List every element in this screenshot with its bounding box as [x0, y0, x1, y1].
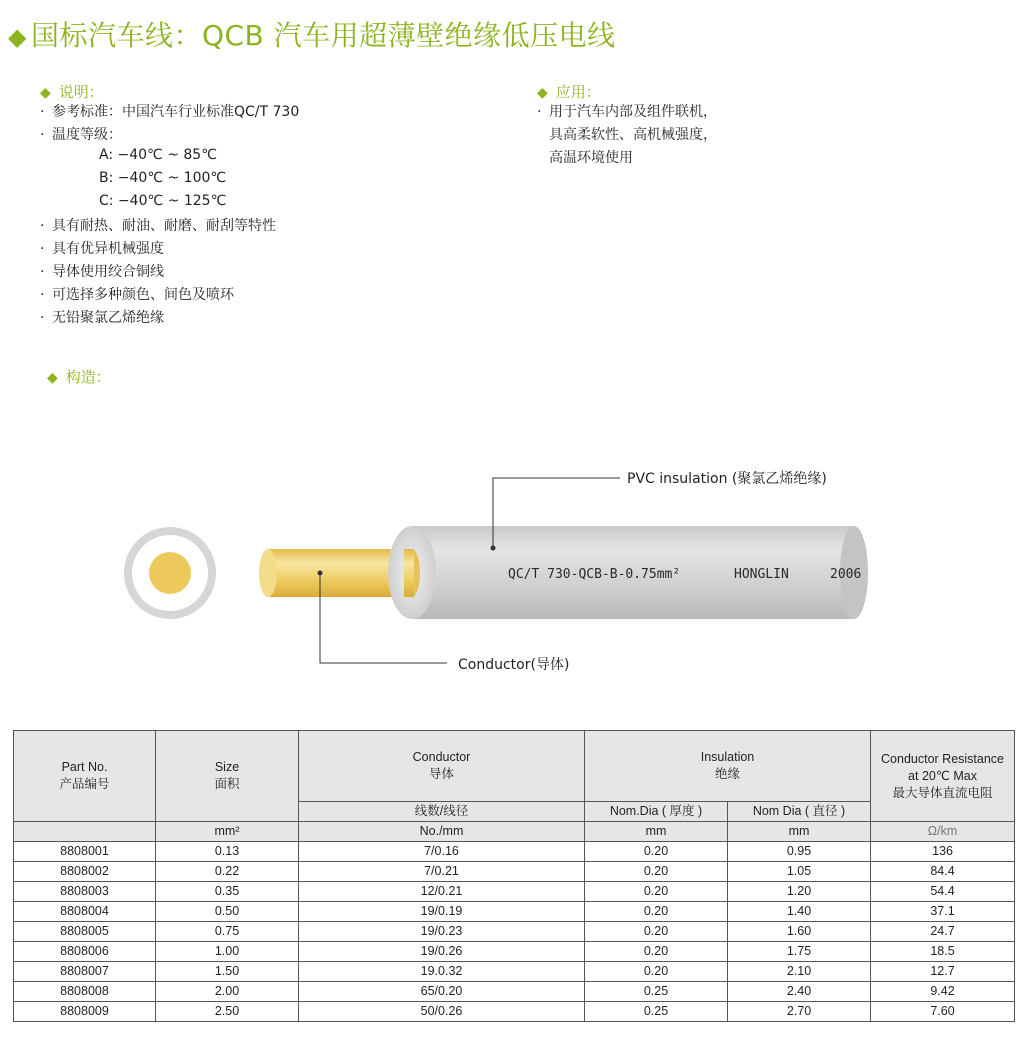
table-row: 8808003 0.35 12/0.21 0.20 1.20 54.4 — [14, 882, 1015, 902]
conductor-label: Conductor(导体) — [458, 657, 570, 673]
table-row: 8808002 0.22 7/0.21 0.20 1.05 84.4 — [14, 862, 1015, 882]
diamond-bullet-icon: ◆ — [40, 85, 51, 101]
header-diameter: Nom Dia ( 直径 ) — [728, 802, 871, 822]
unit-size: mm² — [156, 822, 299, 842]
construction-heading: ◆ 构造： — [47, 368, 111, 386]
description-line: · 可选择多种颜色、间色及喷环 — [40, 287, 234, 303]
table-row: 8808001 0.13 7/0.16 0.20 0.95 136 — [14, 842, 1015, 862]
conductor-end — [259, 549, 277, 597]
cable-construction-diagram — [0, 430, 1033, 690]
table-row: 8808007 1.50 19.0.32 0.20 2.10 12.7 — [14, 962, 1015, 982]
unit-thickness: mm — [585, 822, 728, 842]
header-part-no: Part No. 产品编号 — [14, 731, 156, 822]
application-line: 高温环境使用 — [549, 150, 633, 166]
header-insulation: Insulation 绝缘 — [585, 731, 871, 802]
table-row: 8808008 2.00 65/0.20 0.25 2.40 9.42 — [14, 982, 1015, 1002]
cable-print-year: 2006 — [830, 567, 862, 582]
cable-cross-section — [124, 527, 216, 619]
description-line: · 具有优异机械强度 — [40, 241, 164, 257]
description-line: · 温度等级： — [40, 127, 122, 143]
application-heading: ◆ 应用： — [537, 83, 601, 101]
description-line: · 导体使用绞合铜线 — [40, 264, 164, 280]
header-resistance: Conductor Resistance at 20℃ Max 最大导体直流电阻 — [871, 731, 1015, 822]
header-size: Size 面积 — [156, 731, 299, 822]
page-title-text: 国标汽车线：QCB 汽车用超薄壁绝缘低压电线 — [30, 19, 616, 52]
spec-table — [13, 730, 1015, 1022]
cable-print-brand: HONGLIN — [734, 567, 789, 582]
description-line: · 参考标准：中国汽车行业标准QC/T 730 — [40, 104, 300, 120]
table-row: 8808006 1.00 19/0.26 0.20 1.75 18.5 — [14, 942, 1015, 962]
application-line: 具高柔软性、高机械强度， — [549, 127, 717, 143]
table-row: 8808005 0.75 19/0.23 0.20 1.60 24.7 — [14, 922, 1015, 942]
insulation-label: PVC insulation (聚氯乙烯绝缘) — [627, 471, 827, 487]
temperature-grade-b: B: −40℃ ~ 100℃ — [99, 170, 227, 186]
cable-print-spec: QC/T 730-QCB-B-0.75mm² — [508, 567, 681, 582]
header-thickness: Nom.Dia ( 厚度 ) — [585, 802, 728, 822]
cross-section-conductor — [149, 552, 191, 594]
page-title — [8, 14, 616, 54]
diamond-bullet-icon: ◆ — [537, 85, 548, 101]
temperature-grade-c: C: −40℃ ~ 125℃ — [99, 193, 227, 209]
diamond-bullet-icon: ◆ — [47, 370, 58, 386]
description-line: · 无铅聚氯乙烯绝缘 — [40, 310, 164, 326]
application-line: · 用于汽车内部及组件联机， — [537, 104, 717, 120]
description-line: · 具有耐热、耐油、耐磨、耐刮等特性 — [40, 218, 276, 234]
unit-resistance: Ω/km — [871, 822, 1015, 842]
table-row: 8808004 0.50 19/0.19 0.20 1.40 37.1 — [14, 902, 1015, 922]
description-heading: ◆ 说明： — [40, 83, 104, 101]
unit-diameter: mm — [728, 822, 871, 842]
conductor-inside — [404, 549, 414, 597]
temperature-grade-a: A: −40℃ ~ 85℃ — [99, 147, 217, 163]
header-conductor: Conductor 导体 — [299, 731, 585, 802]
diamond-bullet-icon: ◆ — [8, 23, 27, 51]
table-row: 8808009 2.50 50/0.26 0.25 2.70 7.60 — [14, 1002, 1015, 1022]
unit-part-no — [14, 822, 156, 842]
header-strands: 线数/线径 — [299, 802, 585, 822]
unit-strands: No./mm — [299, 822, 585, 842]
